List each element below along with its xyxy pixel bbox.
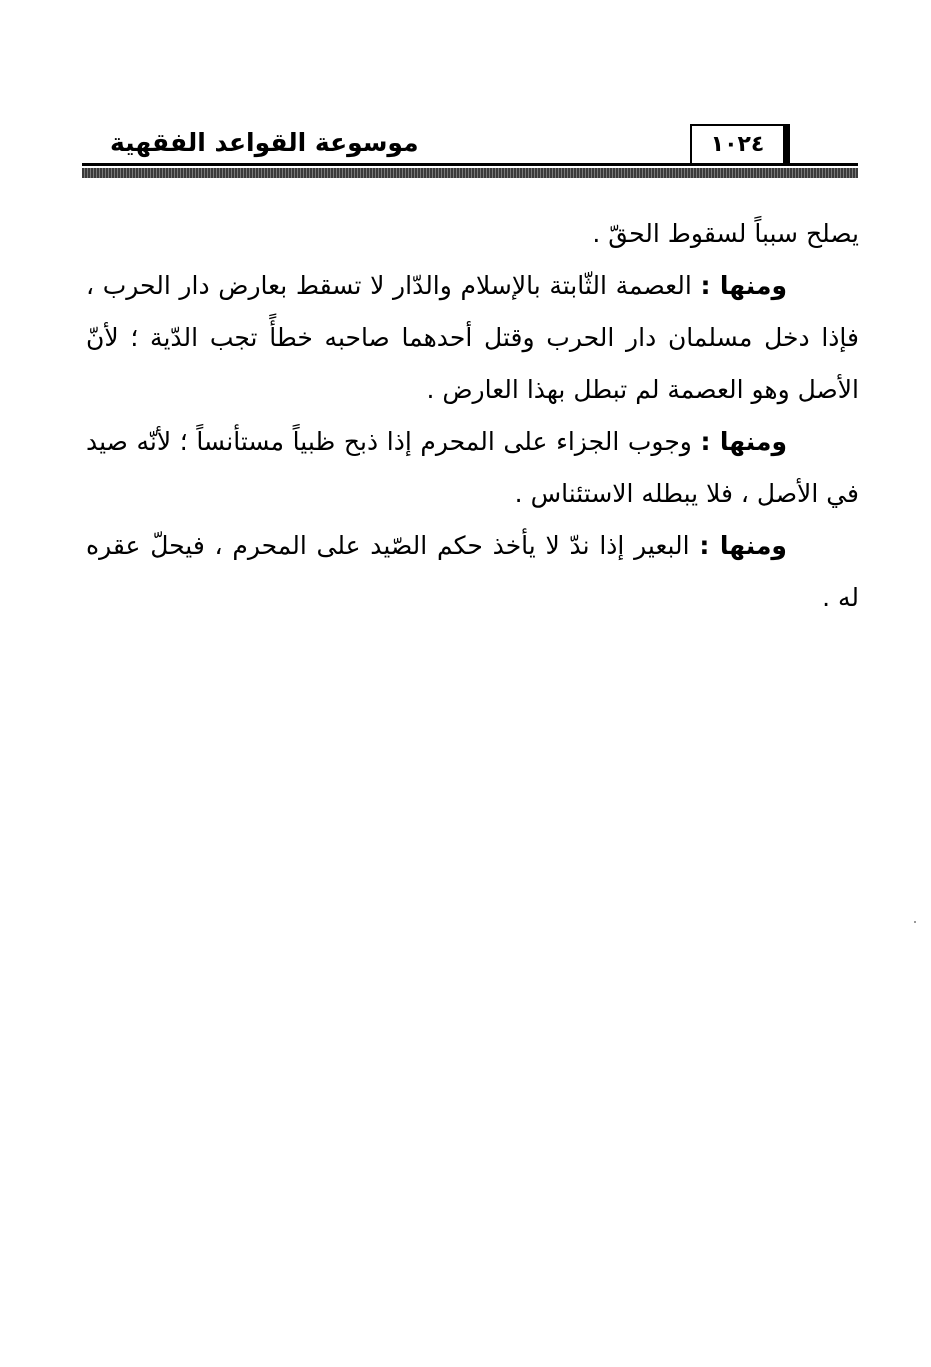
paragraph: [86, 416, 859, 520]
header-rule-thick: [82, 168, 858, 178]
scan-speck: [914, 921, 916, 923]
paragraph-text: يصلح سبباً لسقوط الحقّ .: [592, 219, 859, 248]
paragraph-lead: ومنها :: [700, 271, 787, 300]
page-number: ١٠٢٤: [710, 132, 765, 157]
paragraph: [86, 260, 859, 416]
page-number-box: [690, 124, 790, 164]
book-title: موسوعة القواعد الفقهية: [110, 128, 419, 157]
paragraph: [86, 520, 859, 624]
header-rule-thin: [82, 163, 858, 166]
paragraph-lead: ومنها :: [700, 427, 787, 456]
paragraph-text: العصمة الثّابتة بالإسلام والدّار لا تسقط بعارض دار الحرب ، فإذا دخل مسلمان دار الحرب وقتل أحدهما صاحبه خطأً تجب الدّية ؛ لأنّ الأصل وهو العصمة لم تبطل بهذا العارض .: [86, 271, 859, 404]
page-body: [86, 208, 859, 624]
paragraph-lead: ومنها :: [699, 531, 787, 560]
paragraph-text: البعير إذا ندّ لا يأخذ حكم الصّيد على المحرم ، فيحلّ عقره له .: [86, 531, 859, 612]
paragraph-text: وجوب الجزاء على المحرم إذا ذبح ظبياً مستأنساً ؛ لأنّه صيد في الأصل ، فلا يبطله الاستئناس .: [86, 427, 859, 508]
paragraph: [86, 208, 859, 260]
